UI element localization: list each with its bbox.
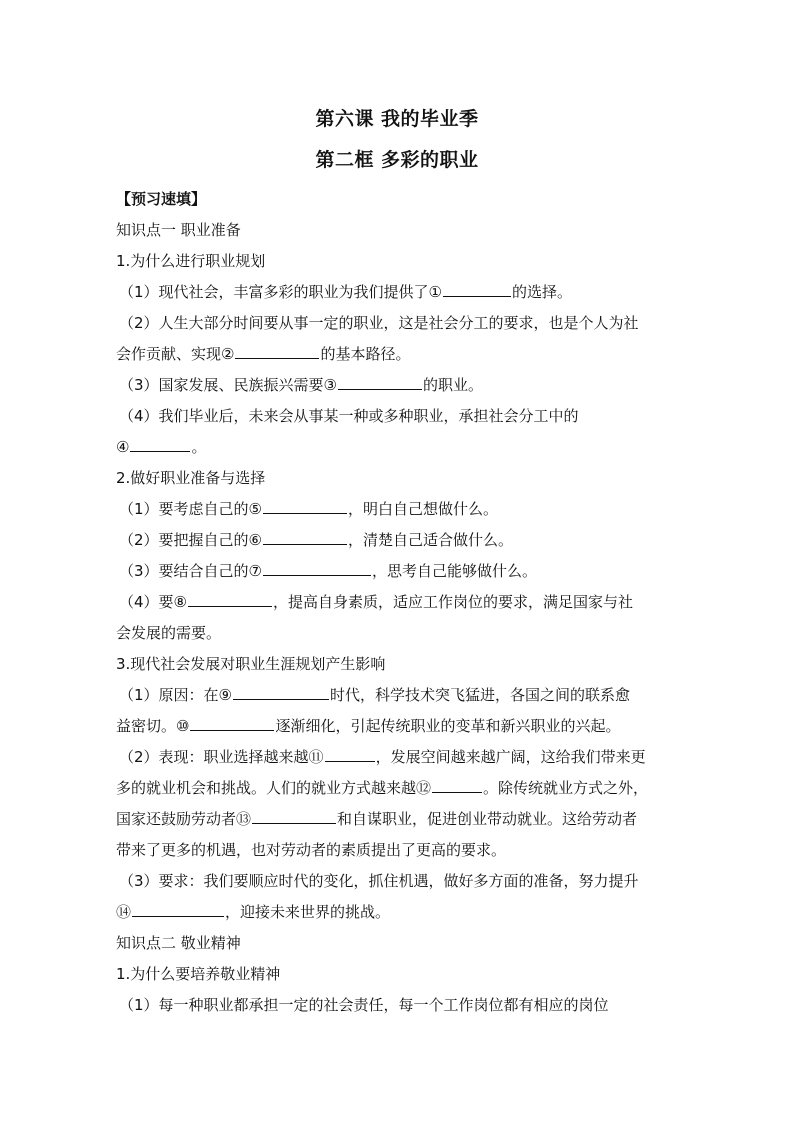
- blank-marker: ⑥: [248, 531, 262, 549]
- line-text: ，思考自己能够做什么。: [372, 562, 538, 580]
- fill-blank[interactable]: [252, 806, 336, 824]
- answer-line: [116, 804, 682, 835]
- line-text: 会作贡献、实现: [116, 345, 222, 363]
- lesson-title: 第六课 我的毕业季: [315, 108, 479, 130]
- answer-line: [116, 370, 682, 401]
- question-1-heading: 1.为什么进行职业规划: [116, 252, 266, 270]
- blank-marker: ⑤: [248, 500, 262, 518]
- answer-line: [116, 897, 682, 928]
- line-text: （1）要考虑自己的: [119, 500, 249, 518]
- line-text: （3）国家发展、民族振兴需要: [119, 376, 324, 394]
- line-text: （2）要把握自己的: [119, 531, 249, 549]
- blank-marker: ⑭: [116, 903, 132, 921]
- blank-marker: ⑬: [236, 810, 252, 828]
- line-text: ，明白自己想做什么。: [348, 500, 499, 518]
- answer-line: [116, 773, 682, 804]
- fill-blank[interactable]: [188, 589, 272, 607]
- fill-blank[interactable]: [190, 713, 274, 731]
- line-text: ，提高自身素质，适应工作岗位的要求，满足国家与社: [273, 593, 634, 611]
- line-text: 逐渐细化，引起传统职业的变革和新兴职业的兴起。: [275, 717, 621, 735]
- blank-marker: ⑧: [173, 593, 187, 611]
- section-heading: 【预习速填】: [116, 190, 207, 208]
- blank-marker: ③: [323, 376, 337, 394]
- fill-blank[interactable]: [432, 775, 482, 793]
- line-text: （3）要结合自己的: [119, 562, 249, 580]
- knowledge-point-1-heading: 知识点一 职业准备: [116, 221, 241, 239]
- blank-marker: ⑪: [308, 748, 324, 766]
- line-text: 。: [191, 438, 207, 456]
- blank-marker: ⑦: [248, 562, 262, 580]
- blank-marker: ②: [221, 345, 235, 363]
- blank-marker: ⑩: [176, 717, 190, 735]
- line-text: 的职业。: [423, 376, 484, 394]
- fill-blank[interactable]: [263, 558, 371, 576]
- answer-line: （2）人生大部分时间要从事一定的职业，这是社会分工的要求，也是个人为社: [119, 314, 639, 332]
- line-text: ，迎接未来世界的挑战。: [225, 903, 391, 921]
- line-text: （4）要: [119, 593, 174, 611]
- answer-line: [116, 494, 682, 525]
- fill-blank[interactable]: [325, 744, 375, 762]
- line-text: 时代，科学技术突飞猛进，各国之间的联系愈: [330, 686, 631, 704]
- answer-line: [116, 711, 682, 742]
- answer-line: （1）每一种职业都承担一定的社会责任，每一个工作岗位都有相应的岗位: [119, 996, 609, 1014]
- knowledge-point-2-heading: 知识点二 敬业精神: [116, 934, 241, 952]
- lesson-subtitle: 第二框 多彩的职业: [315, 149, 479, 171]
- line-text: 多的就业机会和挑战。人们的就业方式越来越: [116, 779, 417, 797]
- answer-line: [116, 587, 682, 618]
- fill-blank[interactable]: [338, 372, 422, 390]
- line-text: 的选择。: [512, 283, 573, 301]
- line-text: （1）原因：在: [119, 686, 219, 704]
- line-text: 和自谋职业，促进创业带动就业。这给劳动者: [337, 810, 638, 828]
- blank-marker: ①: [428, 283, 442, 301]
- fill-blank[interactable]: [443, 279, 511, 297]
- fill-blank[interactable]: [235, 341, 319, 359]
- fill-blank[interactable]: [263, 527, 347, 545]
- answer-line: [116, 277, 682, 308]
- fill-blank[interactable]: [132, 899, 224, 917]
- answer-line: [116, 680, 682, 711]
- blank-marker: ④: [116, 438, 130, 456]
- question-heading: 1.为什么要培养敬业精神: [116, 965, 281, 983]
- fill-blank[interactable]: [130, 434, 190, 452]
- answer-line: [116, 339, 682, 370]
- answer-line: （3）要求：我们要顺应时代的变化，抓住机遇，做好多方面的准备，努力提升: [119, 872, 639, 890]
- fill-blank[interactable]: [233, 682, 329, 700]
- question-2-heading: 2.做好职业准备与选择: [116, 469, 266, 487]
- line-text: 。除传统就业方式之外，: [483, 779, 649, 797]
- question-3-heading: 3.现代社会发展对职业生涯规划产生影响: [116, 655, 386, 673]
- answer-line: [116, 556, 682, 587]
- answer-line: 会发展的需要。: [116, 624, 222, 642]
- line-text: 益密切。: [116, 717, 177, 735]
- line-text: （1）现代社会，丰富多彩的职业为我们提供了: [119, 283, 429, 301]
- blank-marker: ⑫: [416, 779, 432, 797]
- line-text: ，发展空间越来越广阔，这给我们带来更: [375, 748, 646, 766]
- answer-line: [116, 742, 682, 773]
- answer-line: [116, 432, 682, 463]
- line-text: 的基本路径。: [320, 345, 411, 363]
- blank-marker: ⑨: [218, 686, 232, 704]
- answer-line: 带来了更多的机遇，也对劳动者的素质提出了更高的要求。: [116, 841, 507, 859]
- answer-line: （4）我们毕业后，未来会从事某一种或多种职业，承担社会分工中的: [119, 407, 579, 425]
- document-body: [116, 184, 682, 1021]
- line-text: 国家还鼓励劳动者: [116, 810, 237, 828]
- fill-blank[interactable]: [263, 496, 347, 514]
- answer-line: [116, 525, 682, 556]
- line-text: ，清楚自己适合做什么。: [348, 531, 514, 549]
- line-text: （2）表现：职业选择越来越: [119, 748, 309, 766]
